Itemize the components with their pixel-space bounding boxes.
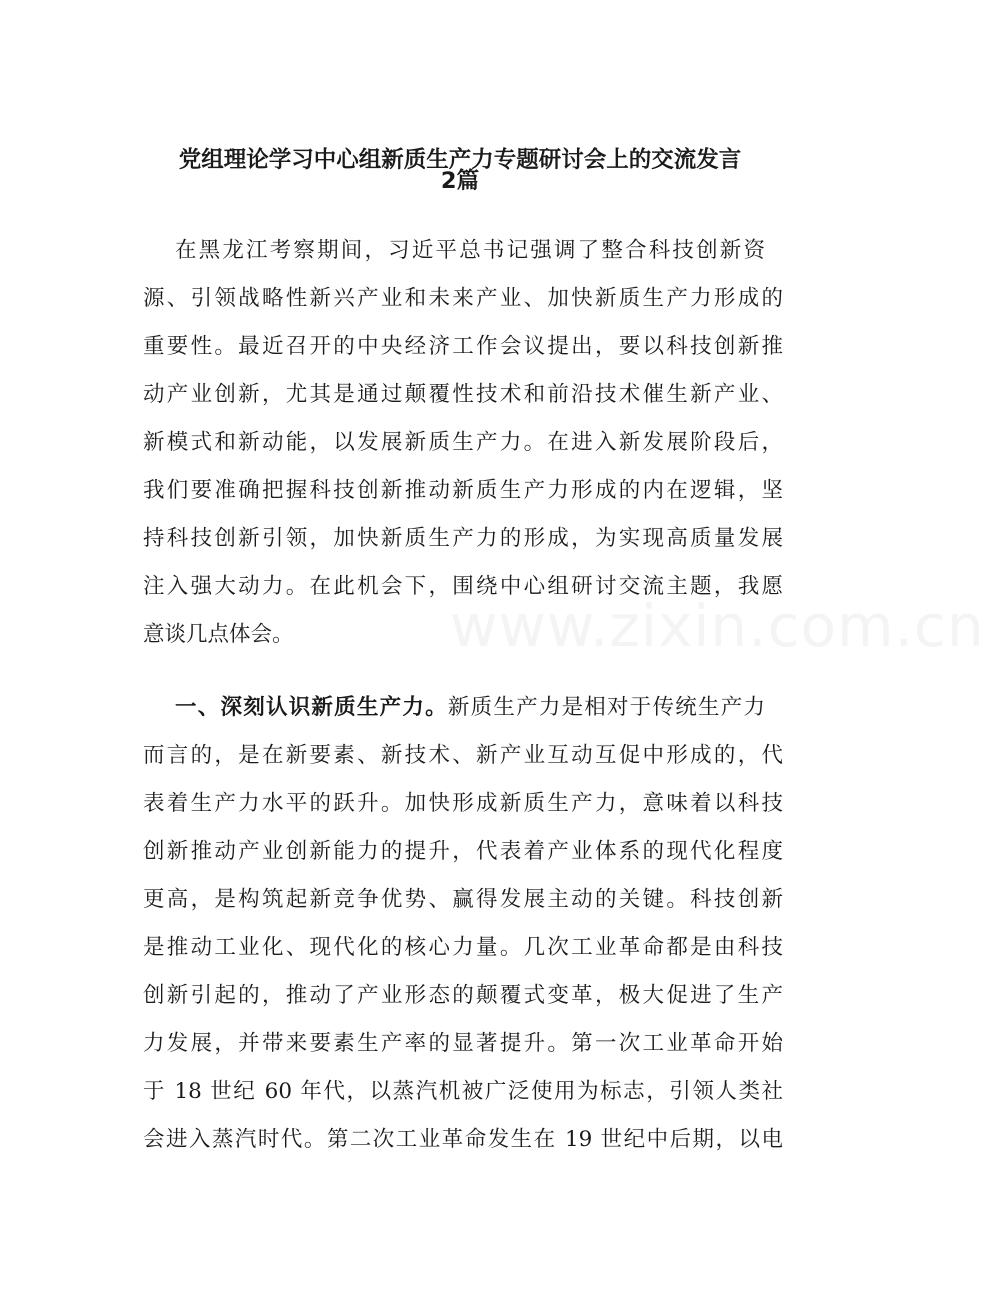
paragraph-1-line-1: 在黑龙江考察期间，习近平总书记强调了整合科技创新资	[175, 238, 765, 263]
paragraph-2-line-2: 而言的，是在新要素、新技术、新产业互动互促中形成的，代	[143, 743, 783, 768]
paragraph-1-line-9: 意谈几点体会。	[143, 622, 294, 647]
paragraph-2-line-1	[175, 694, 765, 722]
document-title-line-2: 2篇	[440, 168, 480, 194]
paragraph-1-line-2: 源、引领战略性新兴产业和未来产业、加快新质生产力形成的	[143, 286, 783, 311]
watermark: www.zixin.com.cn	[450, 592, 985, 660]
paragraph-2-line-9: 于 18 世纪 60 年代，以蒸汽机被广泛使用为标志，引领人类社	[143, 1079, 783, 1104]
paragraph-2-line-7: 创新引起的，推动了产业形态的颠覆式变革，极大促进了生产	[143, 983, 783, 1008]
section-heading: 一、深刻认识新质生产力。	[175, 695, 448, 720]
paragraph-1-line-5: 新模式和新动能，以发展新质生产力。在进入新发展阶段后，	[143, 430, 783, 455]
paragraph-2-line-10: 会进入蒸汽时代。第二次工业革命发生在 19 世纪中后期，以电	[143, 1127, 783, 1152]
paragraph-2-line-3: 表着生产力水平的跃升。加快形成新质生产力，意味着以科技	[143, 791, 783, 816]
paragraph-2-line-8: 力发展，并带来要素生产率的显著提升。第一次工业革命开始	[143, 1031, 783, 1056]
paragraph-2-line-1-text: 新质生产力是相对于传统生产力	[447, 695, 765, 720]
paragraph-1-line-6: 我们要准确把握科技创新推动新质生产力形成的内在逻辑，坚	[143, 478, 783, 503]
paragraph-2-line-4: 创新推动产业创新能力的提升，代表着产业体系的现代化程度	[143, 839, 783, 864]
paragraph-2-line-5: 更高，是构筑起新竞争优势、赢得发展主动的关键。科技创新	[143, 887, 783, 912]
paragraph-1-line-8: 注入强大动力。在此机会下，围绕中心组研讨交流主题，我愿	[143, 574, 783, 599]
paragraph-1-line-4: 动产业创新，尤其是通过颠覆性技术和前沿技术催生新产业、	[143, 382, 783, 407]
paragraph-1-line-3: 重要性。最近召开的中央经济工作会议提出，要以科技创新推	[143, 334, 783, 359]
paragraph-2-line-6: 是推动工业化、现代化的核心力量。几次工业革命都是由科技	[143, 935, 783, 960]
paragraph-1-line-7: 持科技创新引领，加快新质生产力的形成，为实现高质量发展	[143, 526, 783, 551]
document-title-line-1: 党组理论学习中心组新质生产力专题研讨会上的交流发言	[178, 147, 742, 173]
